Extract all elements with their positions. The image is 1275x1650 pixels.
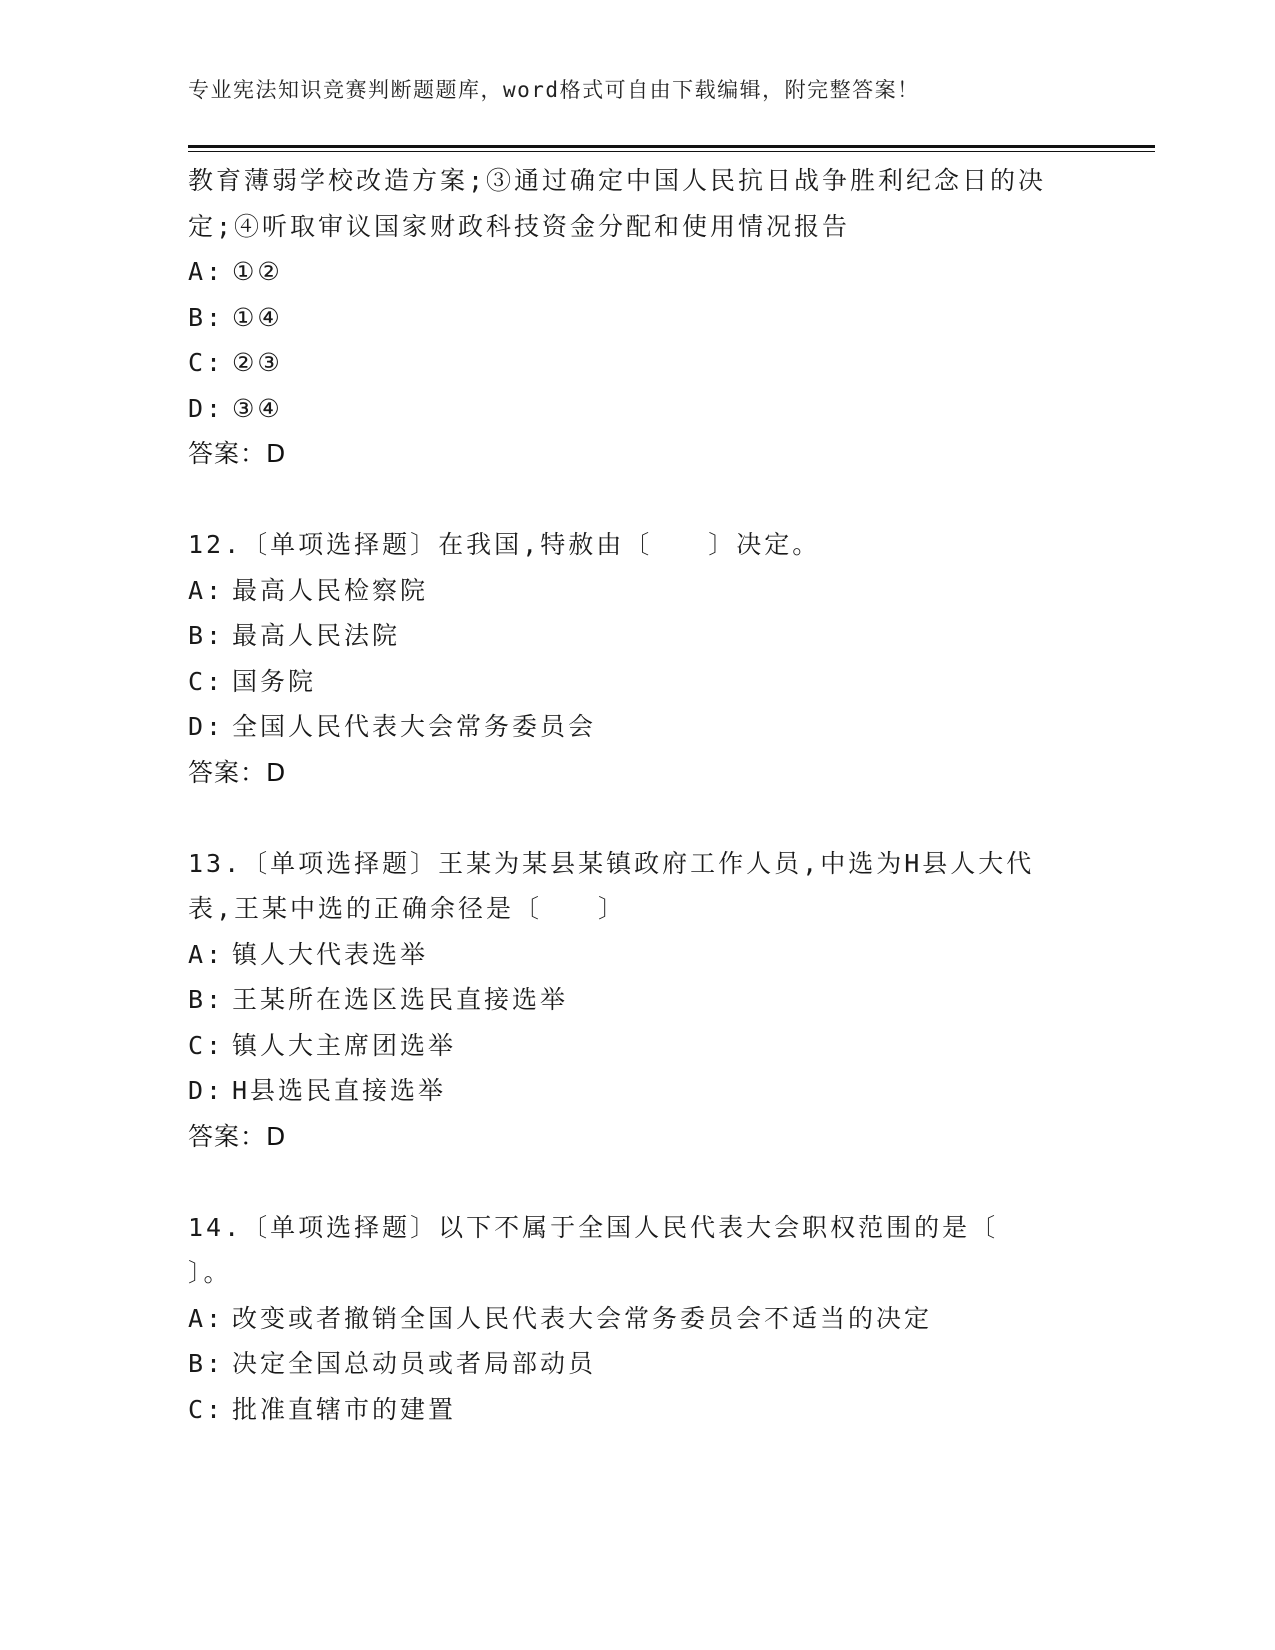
document-body	[188, 158, 1088, 1432]
option-label: B:	[188, 985, 225, 1014]
option-text: 改变或者撤销全国人民代表大会常务委员会不适当的决定	[232, 1303, 933, 1333]
question-stem-line: 表,王某中选的正确余径是〔 〕	[188, 894, 627, 923]
header-rule-thick	[188, 145, 1155, 148]
option-label: A:	[188, 939, 225, 969]
option-c	[188, 1387, 1088, 1433]
spacer	[188, 477, 1088, 523]
option-text: 最高人民检察院	[232, 575, 429, 605]
option-label: C:	[188, 1394, 225, 1424]
option-text: ①④	[232, 302, 283, 332]
answer-line: 答案：D	[188, 757, 287, 787]
option-text: 镇人大主席团选举	[232, 1030, 457, 1060]
option-text: 批准直辖市的建置	[232, 1394, 457, 1424]
option-label: A:	[188, 575, 225, 605]
answer-line: 答案：D	[188, 439, 287, 468]
option-b	[188, 613, 1088, 659]
option-text: ①②	[232, 257, 283, 286]
spacer	[188, 795, 1088, 841]
option-text: 最高人民法院	[232, 621, 401, 650]
option-c	[188, 659, 1088, 705]
header-rule-thin	[188, 151, 1155, 152]
option-d	[188, 704, 1088, 750]
question-stem-line: 14.〔单项选择题〕以下不属于全国人民代表大会职权范围的是〔	[188, 1212, 999, 1242]
question-stem-line: 教育薄弱学校改造方案;③通过确定中国人民抗日战争胜利纪念日的决	[188, 166, 1047, 195]
option-b	[188, 1341, 1088, 1387]
question-stem-line: 13.〔单项选择题〕王某为某县某镇政府工作人员,中选为H县人大代	[188, 848, 1035, 878]
option-label: D:	[188, 1076, 225, 1105]
option-text: ②③	[232, 348, 283, 377]
option-a	[188, 249, 1088, 295]
option-text: 全国人民代表大会常务委员会	[232, 712, 597, 741]
question-stem-line: 〕。	[188, 1258, 232, 1287]
option-c	[188, 1023, 1088, 1069]
option-text: 决定全国总动员或者局部动员	[232, 1349, 597, 1378]
option-text: ③④	[232, 393, 283, 423]
option-d	[188, 1068, 1088, 1114]
question-11-continuation	[188, 158, 1088, 477]
option-label: C:	[188, 348, 225, 377]
option-a	[188, 1296, 1088, 1342]
option-b	[188, 977, 1088, 1023]
option-label: A:	[188, 257, 225, 286]
option-label: C:	[188, 1030, 225, 1060]
option-text: 国务院	[232, 666, 317, 696]
question-stem-line: 定;④听取审议国家财政科技资金分配和使用情况报告	[188, 211, 851, 241]
option-label: D:	[188, 393, 225, 423]
option-a	[188, 568, 1088, 614]
option-label: B:	[188, 1349, 225, 1378]
spacer	[188, 1159, 1088, 1205]
option-b	[188, 295, 1088, 341]
option-a	[188, 932, 1088, 978]
option-text: H县选民直接选举	[232, 1076, 447, 1105]
answer-line: 答案：D	[188, 1121, 287, 1151]
option-label: D:	[188, 712, 225, 741]
question-12	[188, 522, 1088, 795]
option-label: B:	[188, 621, 225, 650]
page-header: 专业宪法知识竞赛判断题题库，word格式可自由下载编辑，附完整答案！	[188, 78, 920, 102]
option-label: B:	[188, 302, 225, 332]
option-text: 镇人大代表选举	[232, 939, 429, 969]
option-d	[188, 386, 1088, 432]
option-label: C:	[188, 666, 225, 696]
option-text: 王某所在选区选民直接选举	[232, 985, 569, 1014]
option-label: A:	[188, 1303, 225, 1333]
question-14	[188, 1205, 1088, 1433]
question-stem-line: 12.〔单项选择题〕在我国,特赦由〔 〕决定。	[188, 530, 821, 559]
option-c	[188, 340, 1088, 386]
question-13	[188, 841, 1088, 1160]
